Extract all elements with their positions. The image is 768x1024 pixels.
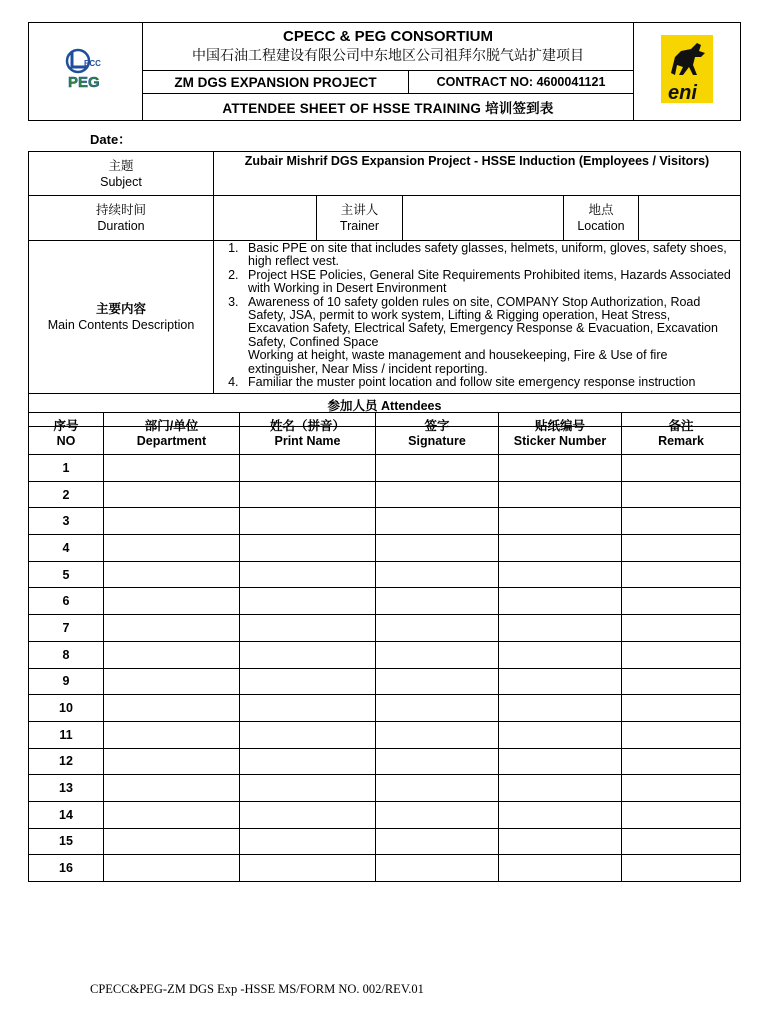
sticker-number-cell[interactable]: [499, 508, 622, 535]
row-number: 10: [29, 695, 104, 722]
location-split-cell: [564, 196, 741, 241]
col-remark-cn: 备注: [668, 418, 694, 433]
col-print-name-en: Print Name: [274, 433, 341, 448]
duration-label-cell: [29, 196, 214, 241]
contents-description: [214, 241, 741, 394]
remark-cell[interactable]: [622, 855, 741, 882]
location-label-cn: 地点: [588, 203, 614, 217]
sheet-title: ATTENDEE SHEET OF HSSE TRAINING 培训签到表: [143, 94, 634, 121]
remark-cell[interactable]: [622, 481, 741, 508]
table-row: [29, 455, 741, 482]
signature-cell[interactable]: [376, 535, 499, 562]
row-number: 14: [29, 801, 104, 828]
row-number: 9: [29, 668, 104, 695]
signature-cell[interactable]: [376, 561, 499, 588]
signature-cell[interactable]: [376, 481, 499, 508]
subject-label-cell: [29, 152, 214, 196]
contents-label-cell: [29, 241, 214, 394]
col-no-cn: 序号: [53, 418, 79, 433]
department-cell[interactable]: [104, 801, 240, 828]
remark-cell[interactable]: [622, 828, 741, 855]
row-number: 8: [29, 641, 104, 668]
remark-cell[interactable]: [622, 721, 741, 748]
signature-cell[interactable]: [376, 775, 499, 802]
row-number: 16: [29, 855, 104, 882]
print-name-cell[interactable]: [240, 561, 376, 588]
location-label-cell: [564, 196, 639, 240]
sticker-number-cell[interactable]: [499, 481, 622, 508]
remark-cell[interactable]: [622, 535, 741, 562]
remark-cell[interactable]: [622, 748, 741, 775]
row-number: 15: [29, 828, 104, 855]
col-department-en: Department: [136, 433, 207, 448]
contents-item-3-text: Awareness of 10 safety golden rules on site, COMPANY Stop Authorization, Road Safety, JSA, permit to work system, Lifting & Rigging operation, Heat Stress, Excavation Safety, Electrical Safety, Emergency Response & Evacuation, Excavation Safety, Confined Space: [248, 294, 718, 349]
department-cell[interactable]: [104, 615, 240, 642]
print-name-cell[interactable]: [240, 615, 376, 642]
table-row: [29, 775, 741, 802]
col-signature-en: Signature: [408, 433, 466, 448]
eni-logo: [661, 35, 713, 103]
table-row: [29, 641, 741, 668]
table-row: [29, 588, 741, 615]
table-row: [29, 828, 741, 855]
sticker-number-cell[interactable]: [499, 535, 622, 562]
signature-cell[interactable]: [376, 508, 499, 535]
department-cell[interactable]: [104, 588, 240, 615]
contents-item-3: [242, 296, 734, 376]
department-cell[interactable]: [104, 641, 240, 668]
location-label-en: Location: [577, 219, 625, 233]
sticker-number-cell[interactable]: [499, 561, 622, 588]
remark-cell[interactable]: [622, 641, 741, 668]
duration-value[interactable]: [214, 196, 317, 241]
print-name-cell[interactable]: [240, 641, 376, 668]
department-cell[interactable]: [104, 481, 240, 508]
row-number: 12: [29, 748, 104, 775]
attendees-table: [28, 412, 741, 882]
row-number: 7: [29, 615, 104, 642]
row-number: 2: [29, 481, 104, 508]
signature-cell[interactable]: [376, 721, 499, 748]
table-row: [29, 748, 741, 775]
department-cell[interactable]: [104, 508, 240, 535]
remark-cell[interactable]: [622, 561, 741, 588]
print-name-cell[interactable]: [240, 801, 376, 828]
department-cell[interactable]: [104, 828, 240, 855]
sticker-number-cell[interactable]: [499, 588, 622, 615]
row-number: 3: [29, 508, 104, 535]
remark-cell[interactable]: [622, 801, 741, 828]
col-remark: [622, 413, 741, 455]
row-number: 6: [29, 588, 104, 615]
sticker-number-cell[interactable]: [499, 801, 622, 828]
title-cell: [143, 23, 634, 71]
table-row: [29, 561, 741, 588]
department-cell[interactable]: [104, 695, 240, 722]
table-row: [29, 535, 741, 562]
consortium-title: CPECC & PEG CONSORTIUM: [282, 28, 493, 45]
contents-item-1: 1. Basic PPE on site that includes safety glasses, helmets, uniform, gloves, safety shoes, high reflect vest.: [242, 242, 734, 269]
header-table: [28, 22, 741, 121]
signature-cell[interactable]: [376, 455, 499, 482]
department-cell[interactable]: [104, 455, 240, 482]
row-number: 11: [29, 721, 104, 748]
cpecc-peg-logo: [54, 47, 118, 91]
sticker-number-cell[interactable]: [499, 775, 622, 802]
col-no: [29, 413, 104, 455]
signature-cell[interactable]: [376, 615, 499, 642]
left-logo-cell: [29, 23, 143, 121]
remark-cell[interactable]: [622, 775, 741, 802]
svg-text:eni: eni: [668, 82, 697, 103]
table-row: [29, 855, 741, 882]
department-cell[interactable]: [104, 748, 240, 775]
sticker-number-cell[interactable]: [499, 695, 622, 722]
department-cell[interactable]: [104, 535, 240, 562]
table-row: [29, 481, 741, 508]
sticker-number-cell[interactable]: [499, 641, 622, 668]
trainer-label-cell: [317, 196, 403, 241]
col-department: [104, 413, 240, 455]
date-label: Date：: [90, 132, 132, 147]
trainer-label-en: Trainer: [339, 219, 380, 233]
form-footer: CPECC&PEG-ZM DGS Exp -HSSE MS/FORM NO. 002/REV.01: [90, 982, 424, 996]
sticker-number-cell[interactable]: [499, 615, 622, 642]
print-name-cell[interactable]: [240, 721, 376, 748]
print-name-cell[interactable]: [240, 455, 376, 482]
subject-label-cn: 主题: [108, 158, 134, 173]
remark-cell[interactable]: [622, 668, 741, 695]
signature-cell[interactable]: [376, 641, 499, 668]
table-row: [29, 801, 741, 828]
print-name-cell[interactable]: [240, 535, 376, 562]
sticker-number-cell[interactable]: [499, 748, 622, 775]
subject-label-en: Subject: [100, 174, 142, 189]
department-cell[interactable]: [104, 855, 240, 882]
project-title-cn: 中国石油工程建设有限公司中东地区公司祖拜尔脱气站扩建项目: [192, 47, 584, 63]
department-cell[interactable]: [104, 561, 240, 588]
row-number: 5: [29, 561, 104, 588]
remark-cell[interactable]: [622, 455, 741, 482]
department-cell[interactable]: [104, 721, 240, 748]
contract-number-cell: CONTRACT NO: 4600041121: [409, 71, 634, 94]
right-logo-cell: [634, 23, 741, 121]
remark-cell[interactable]: [622, 695, 741, 722]
sticker-number-cell[interactable]: [499, 721, 622, 748]
col-remark-en: Remark: [658, 433, 704, 448]
attendees-header-row: [29, 413, 741, 455]
print-name-cell[interactable]: [240, 775, 376, 802]
remark-cell[interactable]: [622, 588, 741, 615]
sticker-number-cell[interactable]: [499, 668, 622, 695]
col-print-name: [240, 413, 376, 455]
signature-cell[interactable]: [376, 855, 499, 882]
row-number: 13: [29, 775, 104, 802]
col-department-cn: 部门/单位: [144, 418, 199, 433]
remark-cell[interactable]: [622, 615, 741, 642]
table-row: [29, 508, 741, 535]
sticker-number-cell[interactable]: [499, 855, 622, 882]
signature-cell[interactable]: [376, 801, 499, 828]
sticker-number-cell[interactable]: [499, 455, 622, 482]
signature-cell[interactable]: [376, 828, 499, 855]
trainer-value[interactable]: [403, 196, 564, 241]
col-sticker-number-en: Sticker Number: [513, 433, 607, 448]
contents-list: [218, 242, 734, 389]
contents-item-3-cont: Working at height, waste management and housekeeping, Fire & Use of fire extinguisher, Near Miss / incident reporting.: [248, 348, 668, 376]
sticker-number-cell[interactable]: [499, 828, 622, 855]
print-name-cell[interactable]: [240, 481, 376, 508]
remark-cell[interactable]: [622, 508, 741, 535]
duration-label-cn: 持续时间: [95, 203, 146, 217]
col-sticker-number-cn: 贴纸编号: [534, 418, 585, 433]
project-name-cell: ZM DGS EXPANSION PROJECT: [143, 71, 409, 94]
row-number: 1: [29, 455, 104, 482]
info-table: [28, 151, 741, 427]
print-name-cell[interactable]: [240, 855, 376, 882]
print-name-cell[interactable]: [240, 828, 376, 855]
contents-label-cn: 主要内容: [95, 302, 146, 317]
attendees-heading: 参加人员 Attendees: [29, 394, 741, 427]
col-no-en: NO: [56, 433, 76, 448]
trainer-label-cn: 主讲人: [340, 203, 379, 217]
subject-value[interactable]: Zubair Mishrif DGS Expansion Project - HSSE Induction (Employees / Visitors): [214, 152, 741, 196]
print-name-cell[interactable]: [240, 668, 376, 695]
duration-label-en: Duration: [97, 219, 145, 233]
print-name-cell[interactable]: [240, 508, 376, 535]
col-sticker-number: [499, 413, 622, 455]
table-row: [29, 615, 741, 642]
location-value[interactable]: [639, 196, 741, 240]
table-row: [29, 695, 741, 722]
contents-item-2: 2. Project HSE Policies, General Site Requirements Prohibited items, Hazards Associated with Working in Desert Environment: [242, 269, 734, 296]
department-cell[interactable]: [104, 668, 240, 695]
svg-text:ECC: ECC: [83, 59, 101, 68]
signature-cell[interactable]: [376, 588, 499, 615]
table-row: [29, 721, 741, 748]
col-print-name-cn: 姓名（拼音）: [269, 418, 345, 433]
contents-item-4: 4. Familiar the muster point location and follow site emergency response instruction: [242, 376, 734, 389]
svg-text:PEG: PEG: [67, 74, 100, 91]
col-signature: [376, 413, 499, 455]
department-cell[interactable]: [104, 775, 240, 802]
signature-cell[interactable]: [376, 748, 499, 775]
table-row: [29, 668, 741, 695]
print-name-cell[interactable]: [240, 695, 376, 722]
row-number: 4: [29, 535, 104, 562]
signature-cell[interactable]: [376, 695, 499, 722]
print-name-cell[interactable]: [240, 748, 376, 775]
col-signature-cn: 签字: [424, 418, 450, 433]
contents-label-en: Main Contents Description: [47, 318, 195, 333]
print-name-cell[interactable]: [240, 588, 376, 615]
signature-cell[interactable]: [376, 668, 499, 695]
